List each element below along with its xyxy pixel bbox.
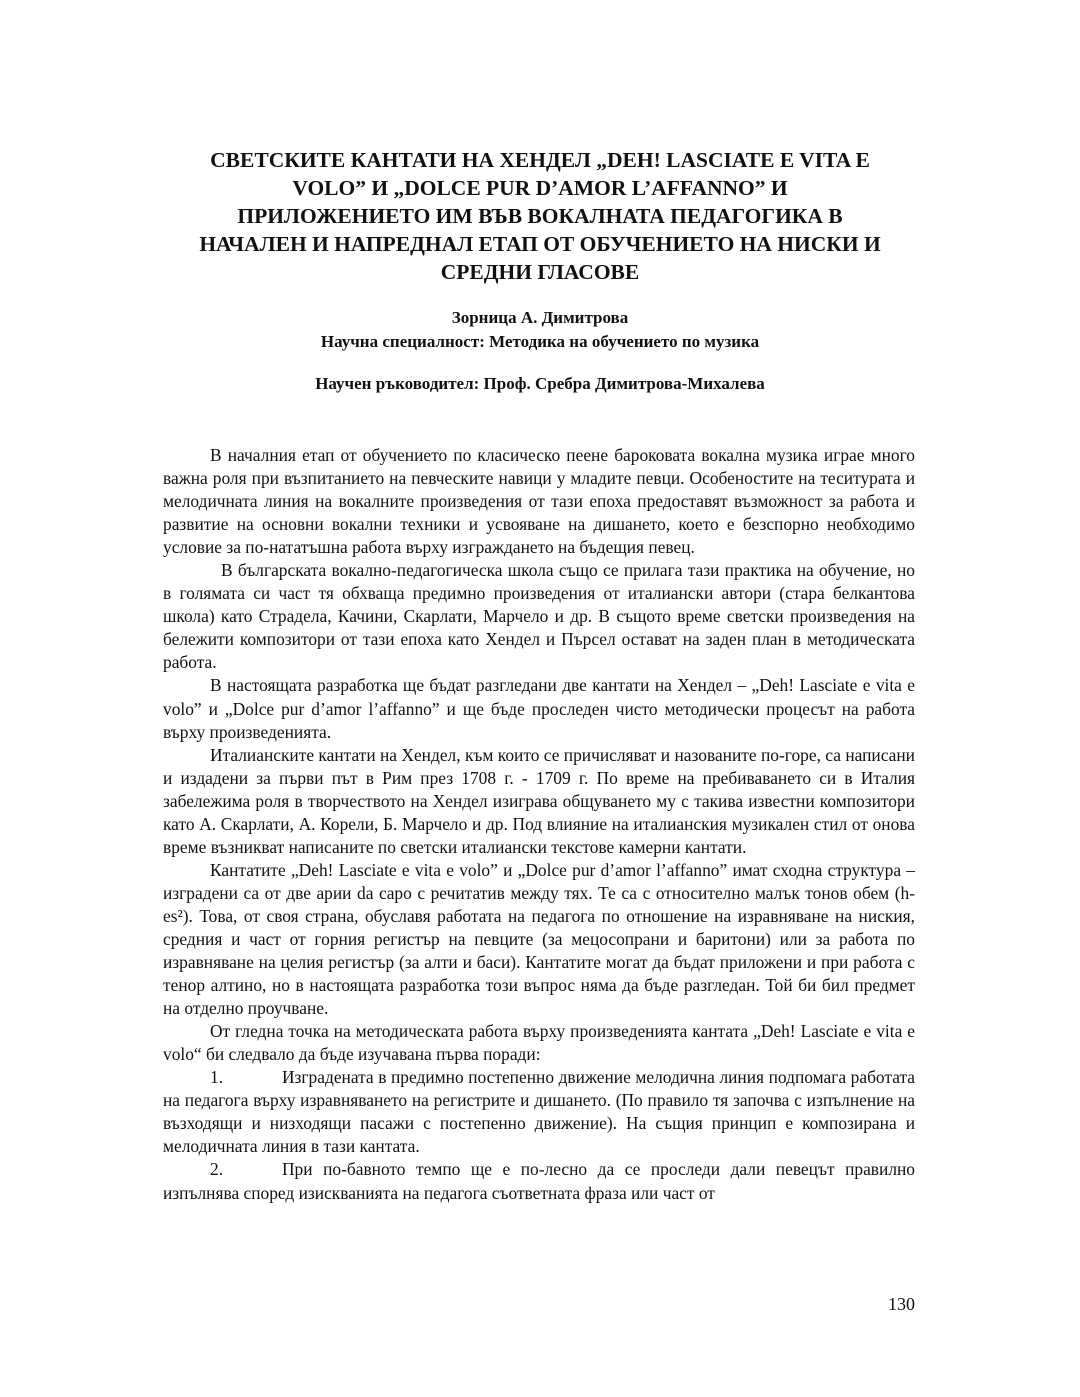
list-item-number: 2. <box>210 1159 224 1180</box>
title-line: VOLO” И „DOLCE PUR D’AMOR L’AFFANNO” И <box>292 176 788 200</box>
body-text <box>163 444 915 1205</box>
title-line: СРЕДНИ ГЛАСОВЕ <box>440 260 640 284</box>
title-line: СВЕТСКИТЕ КАНТАТИ НА ХЕНДЕЛ „DEH! LASCIATE E VITA E <box>210 148 870 172</box>
scientific-specialty: Научна специалност: Методика на обучението по музика <box>320 332 760 351</box>
title-line: ПРИЛОЖЕНИЕТО ИМ ВЪВ ВОКАЛНАТА ПЕДАГОГИКА В <box>237 204 843 228</box>
paragraph: В българската вокално-педагогическа школа също се прилага тази практика на обучение, но в голямата си част тя обхваща предимно произведения от италиански автори (стара белкантова школа) като Страдела, Качини, Скарлати, Марчело и др. В същото време светски произведения на бележити композитори от тази епоха като Хендел и Пърсел остават на заден план в методическата работа. <box>163 560 915 673</box>
paragraph: Кантатите „Deh! Lasciate e vita e volo” и „Dolce pur d’amor l’affanno” имат сходна структура – изградени са от две арии da capo с речитатив между тях. Те са с относително малък тонов обем (h-es²). Това, от своя страна, обуславя работата на педагога по отношение на изравняване на ниския, средния и част от горния регистър на певците (за мецосопрани и баритони) или за работа по изравняване на целия регистър (за алти и баси). Кантатите могат да бъдат приложени и при работа с тенор алтино, но в настоящата разработка този въпрос няма да бъде разгледан. Той би бил предмет на отделно проучване. <box>163 859 915 1019</box>
paragraph: В настоящата разработка ще бъдат разгледани две кантати на Хендел – „Deh! Lasciate e vita e volo” и „Dolce pur d’amor l’affanno” и ще бъде проследен чисто методически процесът на работа върху произведенията. <box>163 675 915 742</box>
paragraph: Италианските кантати на Хендел, към които се причисляват и назованите по-горе, са написани и издадени за първи път в Рим през 1708 г. - 1709 г. По време на пребиваването си в Италия забележима роля в творчеството на Хендел изиграва общуването му с такива известни композитори като А. Скарлати, А. Корели, Б. Марчело и др. Под влияние на италианския музикален стил от онова време възникват написаните по светски италиански текстове камерни кантати. <box>163 744 915 857</box>
list-item-text: При по-бавното темпо ще е по-лесно да се проследи дали певецът правилно изпълнява според изискванията на педагога съответната фраза или част от <box>163 1159 915 1203</box>
list-item <box>163 1158 915 1204</box>
paragraph: В началния етап от обучението по класическо пеене бароковата вокална музика играе много важна роля при възпитанието на певческите навици у младите певци. Особеностите на теситурата и мелодичната линия на вокалните произведения от тази епоха предоставят възможност за работа и развитие на основни вокални техники и усвояване на дишането, което е безспорно необходимо условие за по-нататъшна работа върху изграждането на бъдещия певец. <box>163 445 915 558</box>
list-item-number: 1. <box>210 1067 224 1088</box>
list-item <box>163 1066 915 1158</box>
paper-title <box>140 146 940 286</box>
paragraph: От гледна точка на методическата работа върху произведенията кантата „Deh! Lasciate e vita e volo“ би следвало да бъде изучавана първа поради: <box>163 1021 915 1065</box>
title-line: НАЧАЛЕН И НАПРЕДНАЛ ЕТАП ОТ ОБУЧЕНИЕТО НА НИСКИ И <box>199 232 881 256</box>
list-item-text: Изградената в предимно постепенно движение мелодична линия подпомага работата на педагога върху изравняването на регистрите и дишането. (По правило тя започва с изпълнение на възходящи и низходящи пасажи с постепенно движение). На същия принцип е композирана и мелодичната линия в тази кантата. <box>163 1067 915 1157</box>
scientific-supervisor: Научен ръководител: Проф. Сребра Димитрова-Михалева <box>315 374 765 393</box>
author-block <box>140 306 940 354</box>
author-name: Зорница А. Димитрова <box>451 308 629 327</box>
page-number: 130 <box>888 1294 915 1314</box>
